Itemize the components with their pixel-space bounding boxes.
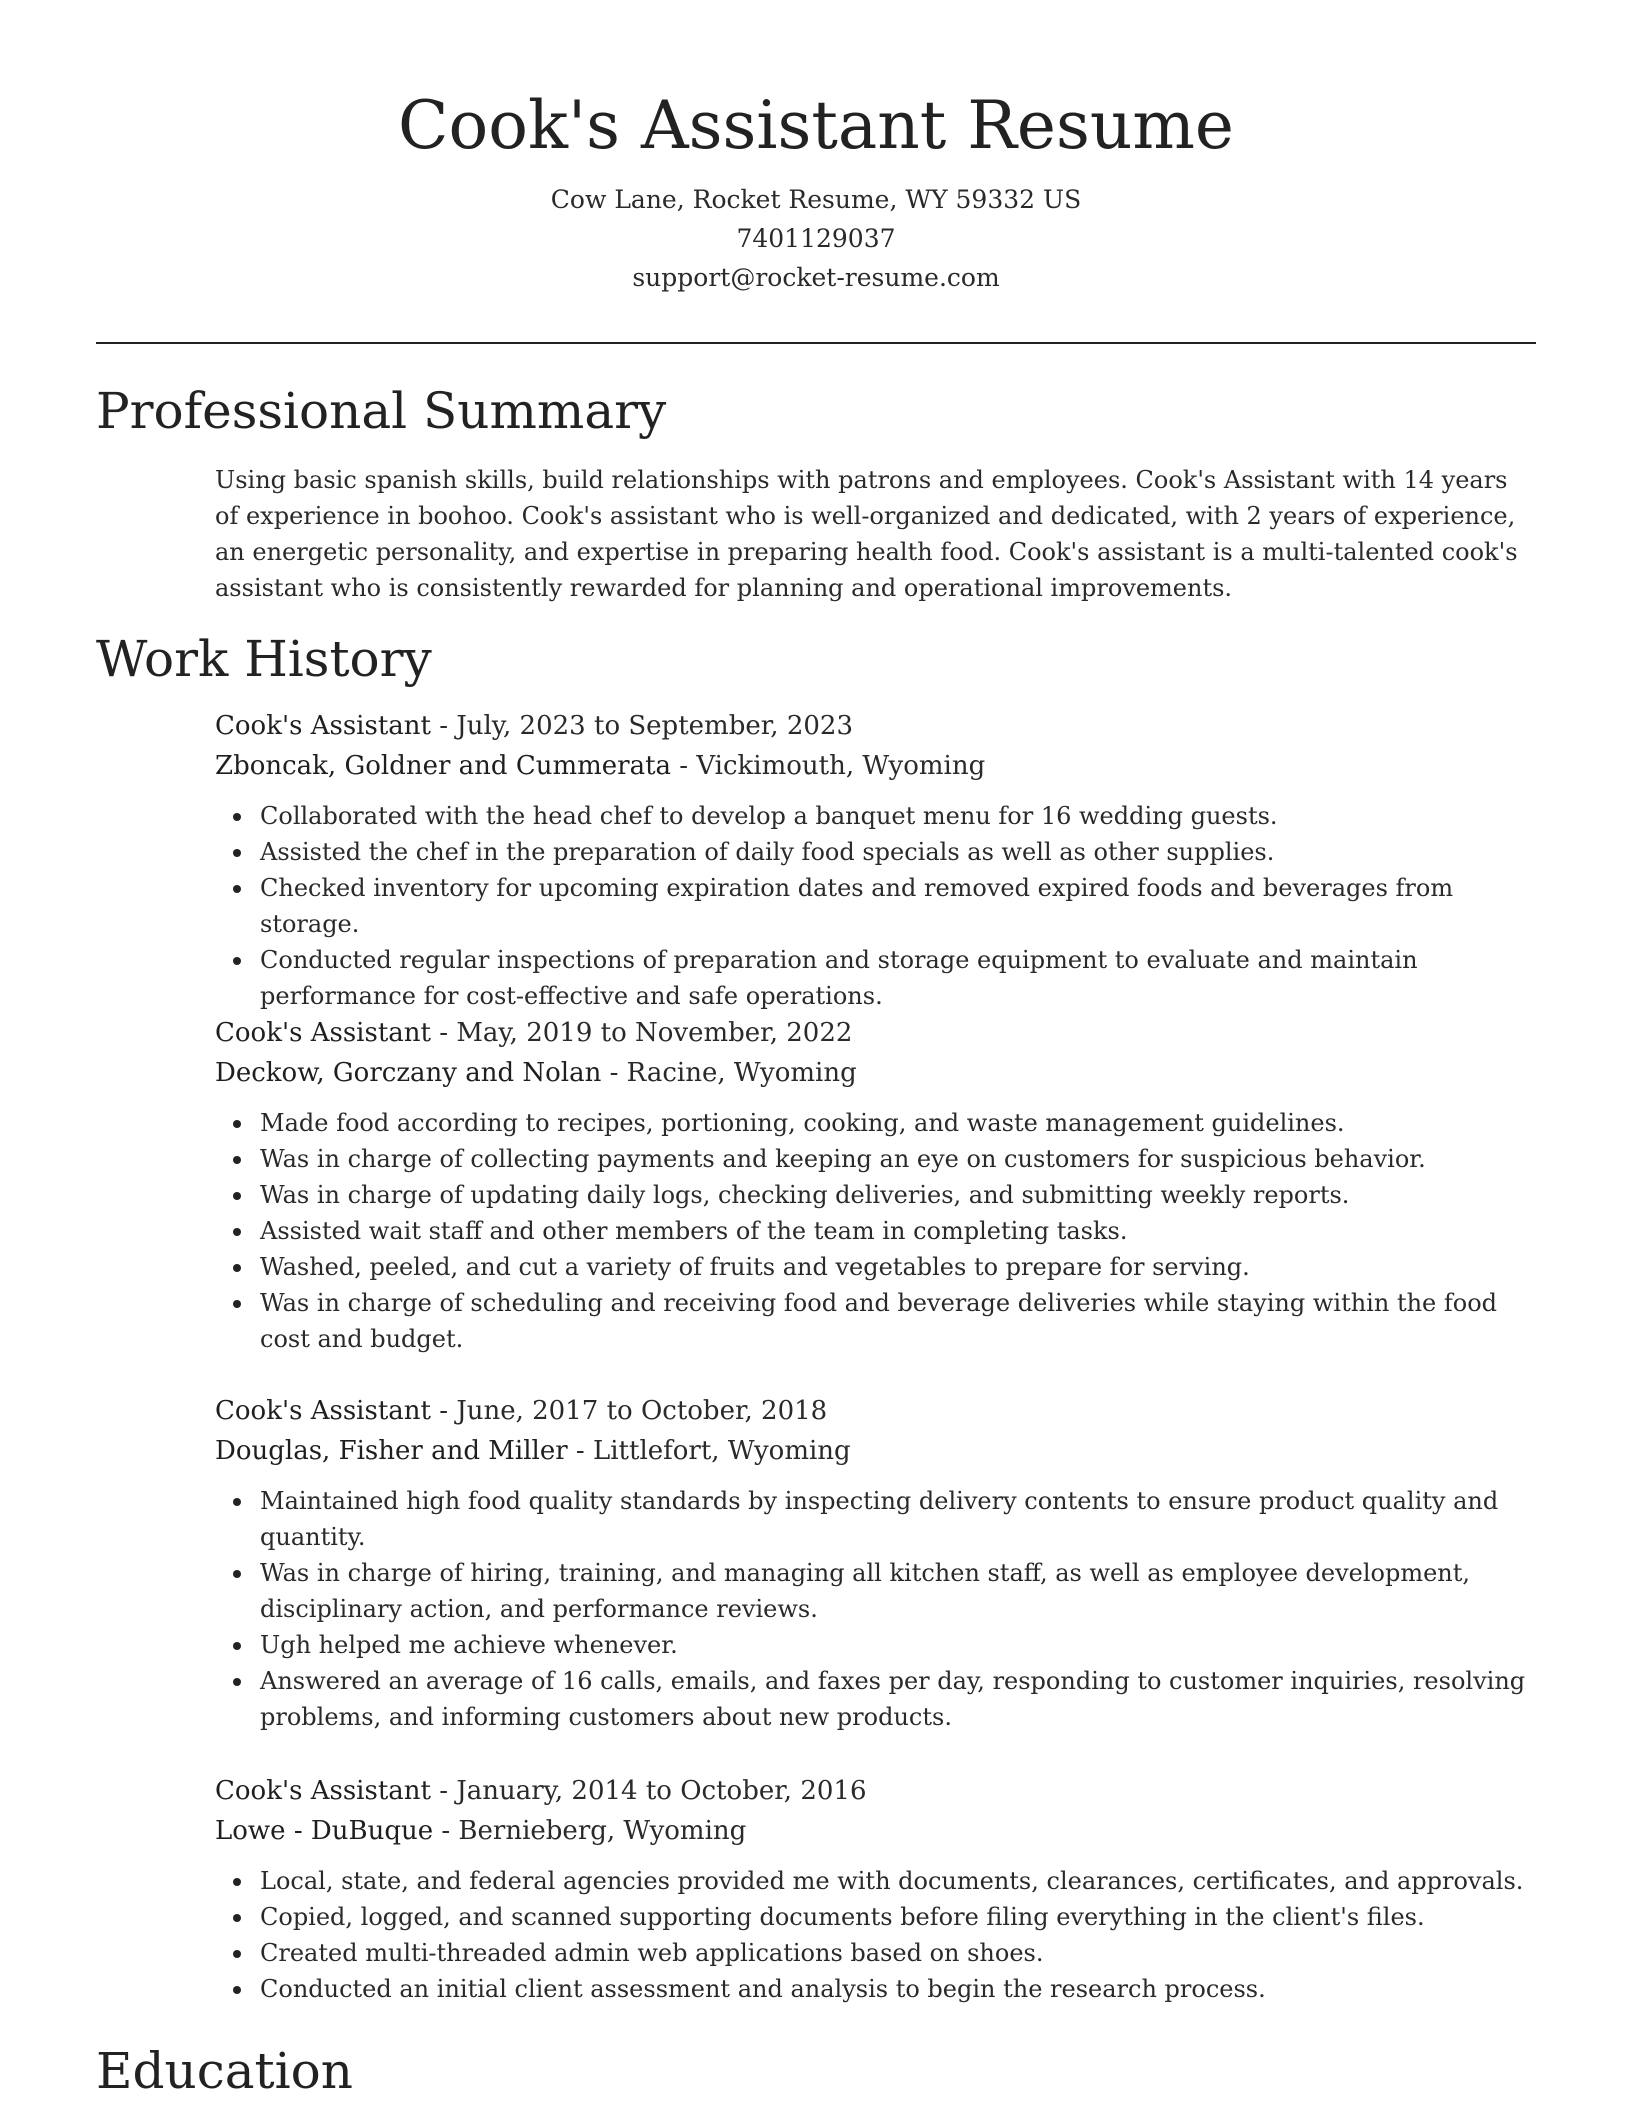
job-title-line: Cook's Assistant - June, 2017 to October, 2018 bbox=[215, 1396, 828, 1426]
job-bullet bbox=[260, 1627, 1535, 1663]
bullet-text: Made food according to recipes, portioning, cooking, and waste management guidelines. bbox=[260, 1109, 1345, 1137]
bullet-text: Washed, peeled, and cut a variety of fruits and vegetables to prepare for serving. bbox=[260, 1253, 1250, 1281]
bullet-dot-icon bbox=[233, 1300, 241, 1308]
bullet-dot-icon bbox=[233, 1678, 241, 1686]
job-title-line: Cook's Assistant - May, 2019 to November, 2022 bbox=[215, 1018, 853, 1048]
job-bullets bbox=[215, 1105, 1535, 1357]
contact-email: support@rocket-resume.com bbox=[632, 263, 1000, 292]
bullet-dot-icon bbox=[233, 849, 241, 857]
bullet-text: Was in charge of updating daily logs, checking deliveries, and submitting weekly reports. bbox=[260, 1181, 1350, 1209]
job-bullet bbox=[260, 1213, 1535, 1249]
job-title-line: Cook's Assistant - January, 2014 to October, 2016 bbox=[215, 1776, 867, 1806]
job-location: Bernieberg, Wyoming bbox=[458, 1816, 747, 1846]
contact-phone: 7401129037 bbox=[736, 224, 896, 253]
job-bullets bbox=[215, 1863, 1535, 2007]
education-heading: Education bbox=[96, 2042, 353, 2100]
bullet-text: Assisted the chef in the preparation of daily food specials as well as other supplies. bbox=[260, 838, 1275, 866]
job-location: Racine, Wyoming bbox=[626, 1058, 857, 1088]
bullet-dot-icon bbox=[233, 885, 241, 893]
bullet-text: Assisted wait staff and other members of the team in completing tasks. bbox=[260, 1217, 1128, 1245]
bullet-text: Maintained high food quality standards by inspecting delivery contents to ensure product quality and quantity. bbox=[260, 1487, 1499, 1551]
job-bullet bbox=[260, 1285, 1535, 1357]
job-company-line: Douglas, Fisher and Miller - Littlefort, Wyoming bbox=[215, 1436, 851, 1466]
bullet-dot-icon bbox=[233, 1642, 241, 1650]
job-entry bbox=[215, 1391, 1535, 1735]
job-bullet bbox=[260, 1141, 1535, 1177]
bullet-text: Local, state, and federal agencies provided me with documents, clearances, certificates, and approvals. bbox=[260, 1867, 1524, 1895]
job-entry bbox=[215, 1771, 1535, 2007]
contact-info bbox=[0, 180, 1632, 297]
job-bullet bbox=[260, 1105, 1535, 1141]
job-title: Cook's Assistant bbox=[215, 1396, 431, 1426]
bullet-dot-icon bbox=[233, 813, 241, 821]
job-company: Douglas, Fisher and Miller bbox=[215, 1436, 568, 1466]
bullet-text: Copied, logged, and scanned supporting documents before filing everything in the client's files. bbox=[260, 1903, 1425, 1931]
job-bullet bbox=[260, 1971, 1535, 2007]
job-company: Zboncak, Goldner and Cummerata bbox=[215, 751, 672, 781]
bullet-dot-icon bbox=[233, 1986, 241, 1994]
job-dates: May, 2019 to November, 2022 bbox=[456, 1018, 853, 1048]
bullet-text: Conducted an initial client assessment and analysis to begin the research process. bbox=[260, 1975, 1266, 2003]
job-bullet bbox=[260, 834, 1535, 870]
bullet-text: Created multi-threaded admin web applications based on shoes. bbox=[260, 1939, 1044, 1967]
bullet-dot-icon bbox=[233, 1192, 241, 1200]
job-location: Vickimouth, Wyoming bbox=[696, 751, 986, 781]
bullet-text: Was in charge of collecting payments and keeping an eye on customers for suspicious behavior. bbox=[260, 1145, 1426, 1173]
job-company: Lowe - DuBuque bbox=[215, 1816, 434, 1846]
job-title: Cook's Assistant bbox=[215, 711, 431, 741]
job-bullet bbox=[260, 1899, 1535, 1935]
bullet-dot-icon bbox=[233, 1878, 241, 1886]
job-bullets bbox=[215, 798, 1535, 1014]
job-dates: June, 2017 to October, 2018 bbox=[456, 1396, 828, 1426]
bullet-dot-icon bbox=[233, 1570, 241, 1578]
summary-heading: Professional Summary bbox=[96, 382, 667, 440]
job-bullet bbox=[260, 1249, 1535, 1285]
bullet-text: Checked inventory for upcoming expiration dates and removed expired foods and beverages from storage. bbox=[260, 874, 1454, 938]
job-bullet bbox=[260, 1935, 1535, 1971]
bullet-text: Ugh helped me achieve whenever. bbox=[260, 1631, 678, 1659]
job-company-line: Lowe - DuBuque - Bernieberg, Wyoming bbox=[215, 1816, 747, 1846]
work-history-heading: Work History bbox=[96, 630, 432, 688]
job-company-line: Zboncak, Goldner and Cummerata - Vickimouth, Wyoming bbox=[215, 751, 986, 781]
bullet-text: Answered an average of 16 calls, emails, and faxes per day, responding to customer inquiries, resolving problems, and informing customers about new products. bbox=[260, 1667, 1526, 1731]
job-entry bbox=[215, 1013, 1535, 1357]
bullet-dot-icon bbox=[233, 1498, 241, 1506]
bullet-dot-icon bbox=[233, 1156, 241, 1164]
job-bullets bbox=[215, 1483, 1535, 1735]
job-bullet bbox=[260, 1663, 1535, 1735]
job-company-line: Deckow, Gorczany and Nolan - Racine, Wyoming bbox=[215, 1058, 857, 1088]
job-title: Cook's Assistant bbox=[215, 1776, 431, 1806]
job-dates: January, 2014 to October, 2016 bbox=[456, 1776, 867, 1806]
job-bullet bbox=[260, 1863, 1535, 1899]
job-title: Cook's Assistant bbox=[215, 1018, 431, 1048]
bullet-text: Was in charge of scheduling and receiving food and beverage deliveries while staying within the food cost and budget. bbox=[260, 1289, 1498, 1353]
job-entry bbox=[215, 706, 1535, 1014]
job-location: Littlefort, Wyoming bbox=[592, 1436, 851, 1466]
bullet-text: Was in charge of hiring, training, and managing all kitchen staff, as well as employee development, disciplinary action, and performance reviews. bbox=[260, 1559, 1471, 1623]
contact-address: Cow Lane, Rocket Resume, WY 59332 US bbox=[550, 185, 1082, 214]
bullet-dot-icon bbox=[233, 957, 241, 965]
job-bullet bbox=[260, 1555, 1535, 1627]
bullet-text: Conducted regular inspections of preparation and storage equipment to evaluate and maintain performance for cost-effective and safe operations. bbox=[260, 946, 1418, 1010]
job-dates: July, 2023 to September, 2023 bbox=[456, 711, 853, 741]
bullet-dot-icon bbox=[233, 1914, 241, 1922]
bullet-text: Collaborated with the head chef to develop a banquet menu for 16 wedding guests. bbox=[260, 802, 1278, 830]
job-company: Deckow, Gorczany and Nolan bbox=[215, 1058, 602, 1088]
resume-header bbox=[0, 86, 1632, 297]
bullet-dot-icon bbox=[233, 1120, 241, 1128]
job-title-line: Cook's Assistant - July, 2023 to September, 2023 bbox=[215, 711, 853, 741]
job-bullet bbox=[260, 798, 1535, 834]
bullet-dot-icon bbox=[233, 1228, 241, 1236]
bullet-dot-icon bbox=[233, 1264, 241, 1272]
job-bullet bbox=[260, 942, 1535, 1014]
resume-title: Cook's Assistant Resume bbox=[398, 87, 1234, 164]
job-bullet bbox=[260, 1483, 1535, 1555]
job-bullet bbox=[260, 1177, 1535, 1213]
summary-text: Using basic spanish skills, build relationships with patrons and employees. Cook's Assistant with 14 years of experience in boohoo. Cook's assistant who is well-organized and dedicated, with 2 years of experience, an energetic personality, and expertise in preparing health food. Cook's assistant is a multi-talented cook's assistant who is consistently rewarded for planning and operational improvements. bbox=[215, 466, 1518, 602]
job-bullet bbox=[260, 870, 1535, 942]
header-divider bbox=[96, 342, 1536, 344]
bullet-dot-icon bbox=[233, 1950, 241, 1958]
